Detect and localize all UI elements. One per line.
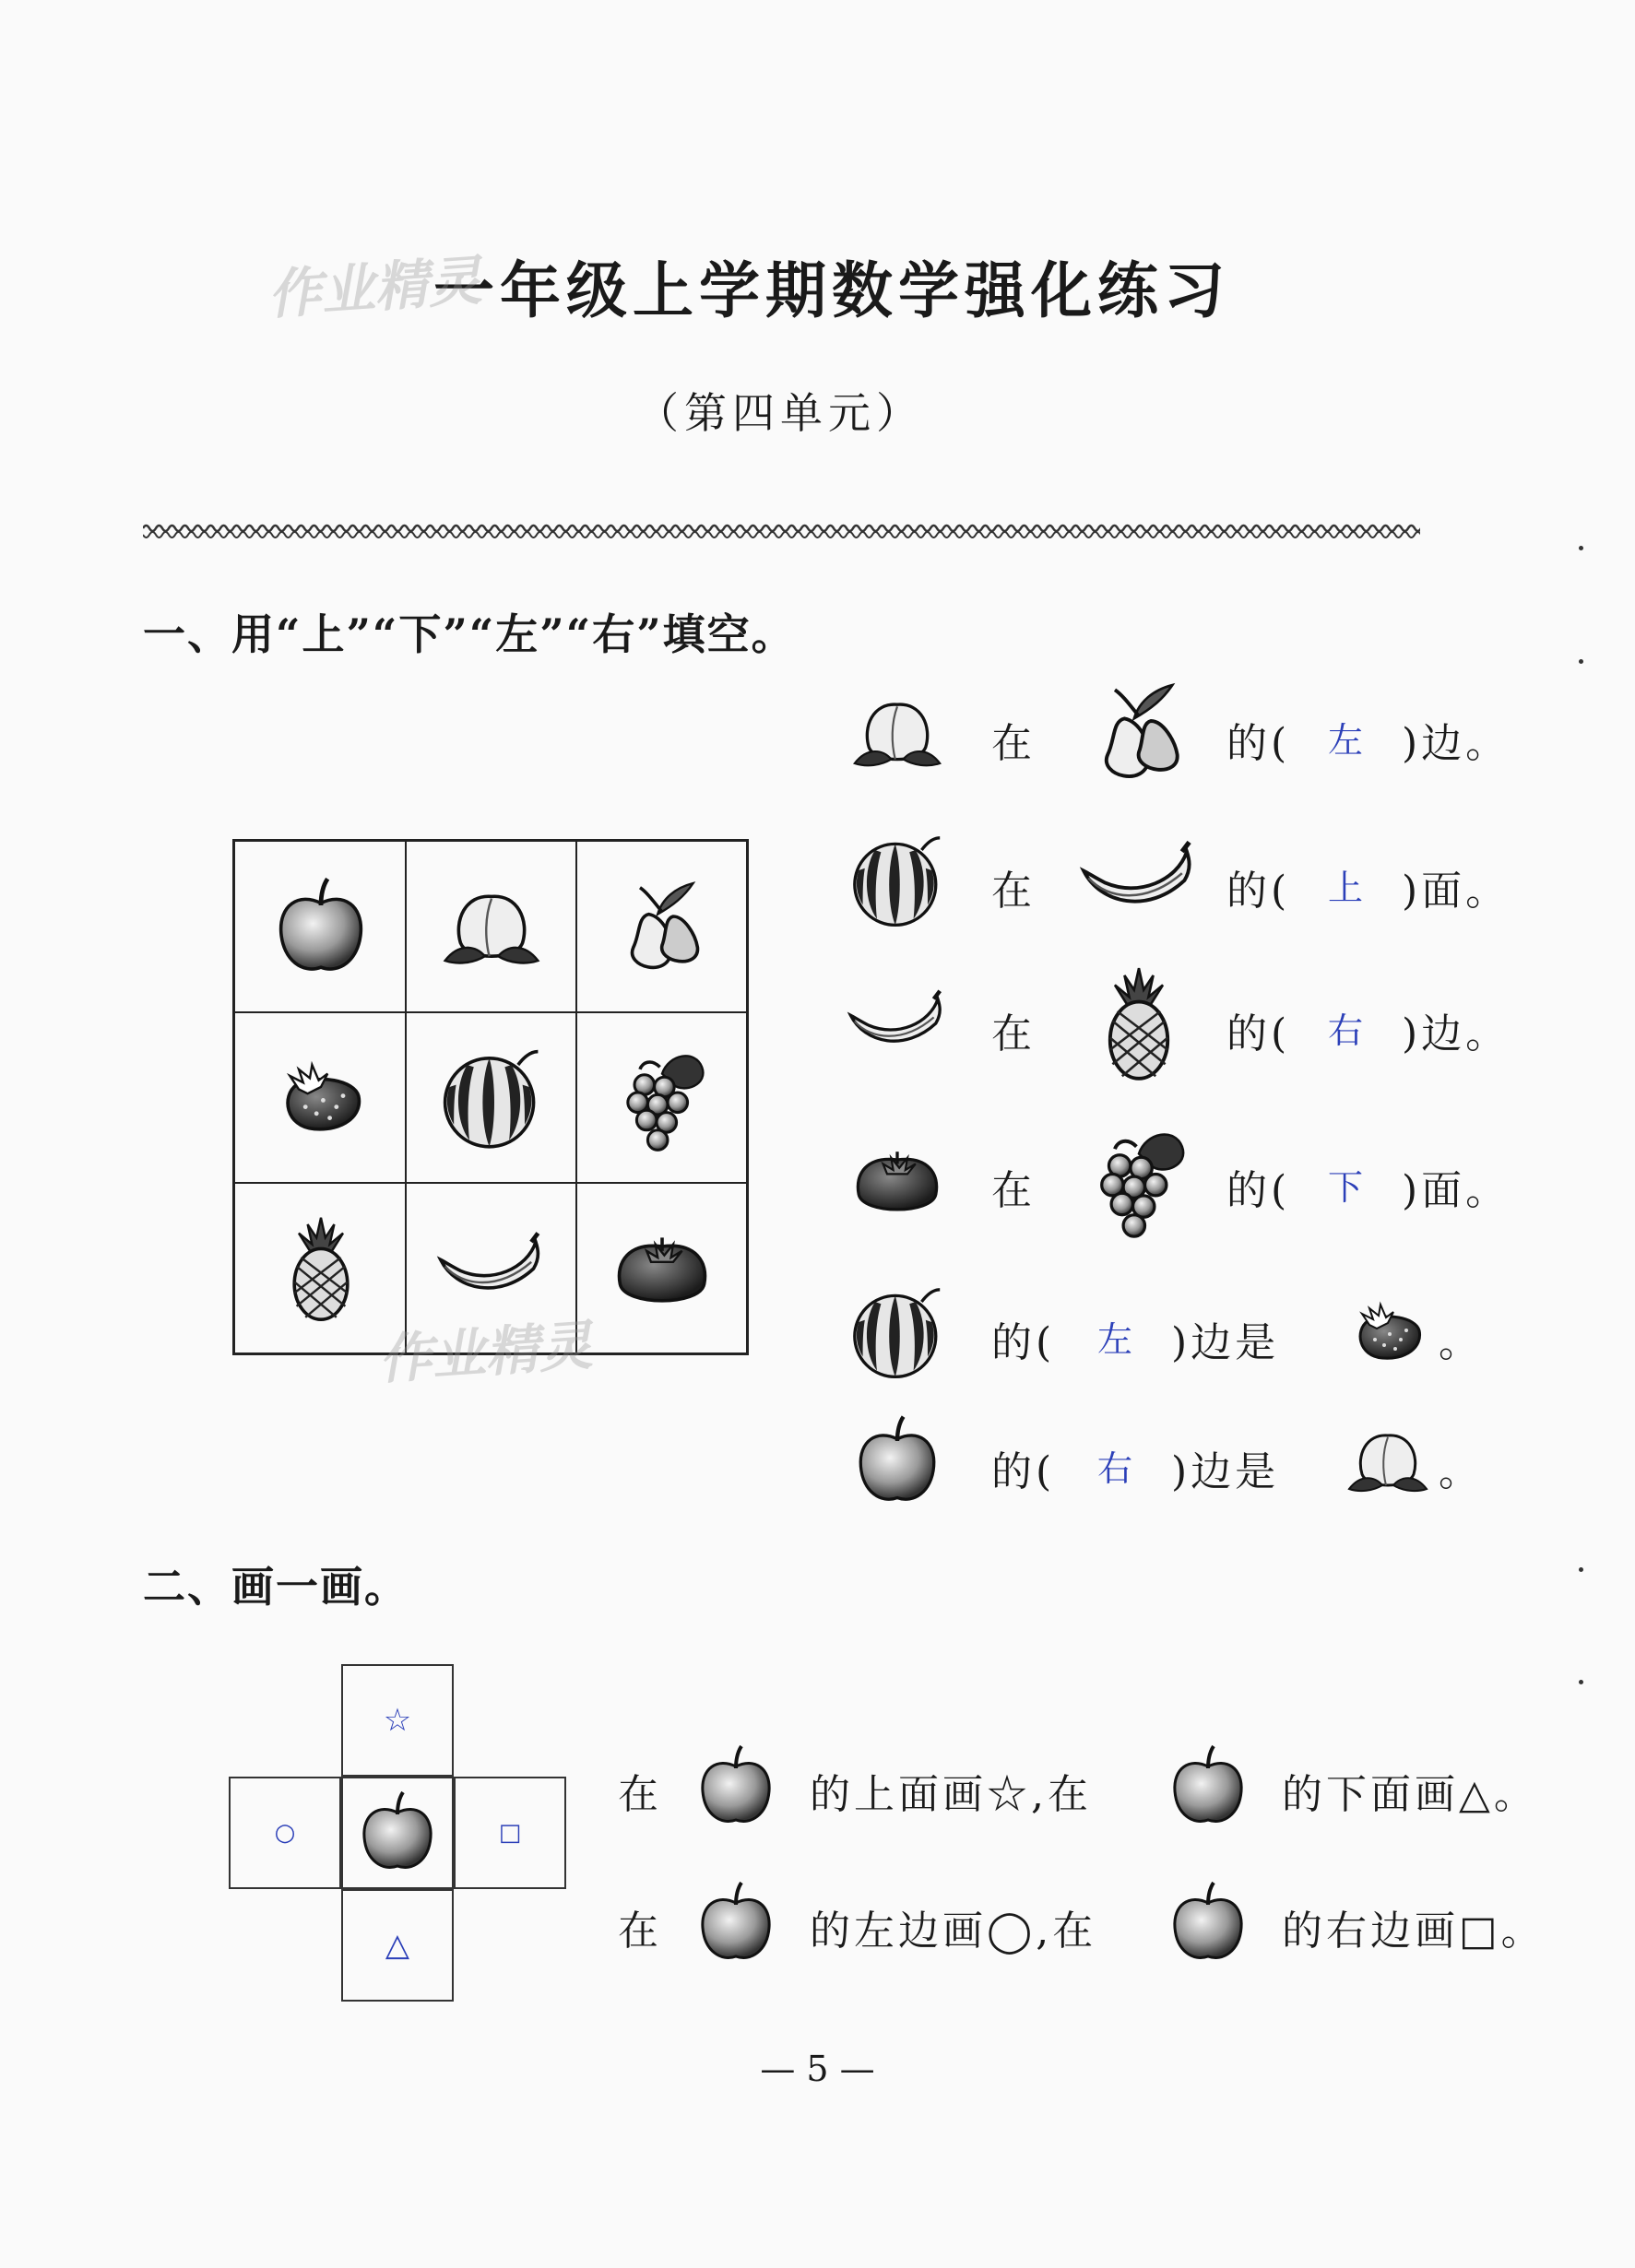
grapes-icon [607,1043,717,1153]
strawberry-icon [1342,1286,1434,1378]
sentence-suffix: )面。 [1402,868,1511,915]
sentence-word: 在 [991,868,1036,915]
sentence-end: 。 [1439,1319,1483,1366]
draw-line-2-text-2: 的右边画□。 [1282,1908,1546,1955]
tomato-icon [847,1129,948,1231]
sentence-prefix: 的( [991,1448,1056,1495]
margin-dot [1579,1680,1583,1684]
answer-text: 右 [1097,1448,1133,1489]
page-title: 一年级上学期数学强化练习 [433,254,1230,326]
apple-icon [1162,1877,1254,1969]
margin-dot [1579,546,1583,550]
tomato-icon [607,1213,717,1324]
banana-icon [847,973,948,1074]
draw-line-1-text-1: 的上面画☆,在 [810,1771,1092,1818]
answer-text: 下 [1328,1167,1364,1208]
pineapple-icon [1079,963,1199,1083]
answer-text: 右 [1328,1010,1364,1051]
sentence-suffix: )面。 [1402,1167,1511,1214]
sentence-end: 。 [1439,1448,1483,1495]
sentence-word: 在 [991,1010,1036,1057]
sentence-suffix: )边。 [1402,1010,1511,1057]
answer-text: 左 [1097,1319,1133,1360]
watermelon-icon [436,1043,547,1153]
page-number: — 5 — [760,2049,875,2089]
cross-right-cell: □ [454,1777,566,1889]
apple-icon [1162,1741,1254,1833]
sentence-prefix: 的( [1226,868,1291,915]
banana-icon [1079,821,1199,940]
section-2-heading: 二、画一画。 [143,1562,409,1612]
peach-icon [847,682,948,784]
apple-icon [266,872,376,983]
peach-icon [436,872,547,983]
sentence-suffix: )边是 [1171,1448,1280,1495]
sentence-prefix: 的( [1226,720,1291,767]
cross-center-cell [341,1777,454,1889]
pear-icon [607,872,717,983]
peach-icon [1342,1415,1434,1507]
cross-top-cell: ☆ [341,1664,454,1777]
apple-icon [351,1787,444,1879]
strawberry-icon [266,1043,376,1153]
draw-line-1-text-2: 的下面画△。 [1282,1771,1538,1818]
apple-icon [690,1741,782,1833]
sentence-prefix: 的( [1226,1010,1291,1057]
watermelon-icon [847,830,948,931]
sentence-word: 在 [991,720,1036,767]
answer-text: 上 [1328,868,1364,908]
sentence-prefix: 的( [1226,1167,1291,1214]
draw-line-2-word: 在 [618,1908,662,1955]
sentence-suffix: )边是 [1171,1319,1280,1366]
sentence-prefix: 的( [991,1319,1056,1366]
cross-left-cell: ○ [229,1777,341,1889]
draw-line-2-text-1: 的左边画◯,在 [810,1908,1097,1955]
cross-grid [229,1664,566,2002]
pear-icon [1079,673,1199,793]
margin-dot [1579,659,1583,664]
apple-icon [690,1877,782,1969]
sentence-suffix: )边。 [1402,720,1511,767]
pineapple-icon [266,1213,376,1324]
sentence-word: 在 [991,1167,1036,1214]
margin-dot [1579,1567,1583,1572]
watermark: 作业精灵 [376,1313,595,1391]
draw-line-1-word: 在 [618,1771,662,1818]
section-1-heading: 一、用“上”“下”“左”“右”填空。 [143,609,796,659]
grapes-icon [1079,1120,1199,1240]
fruit-grid [232,839,749,1355]
cross-bottom-cell: △ [341,1889,454,2002]
apple-icon [847,1411,948,1512]
wavy-divider [143,521,1420,541]
watermelon-icon [847,1282,948,1383]
page-subtitle: （第四单元） [636,388,924,438]
watermark: 作业精灵 [266,248,484,326]
answer-text: 左 [1328,720,1364,761]
